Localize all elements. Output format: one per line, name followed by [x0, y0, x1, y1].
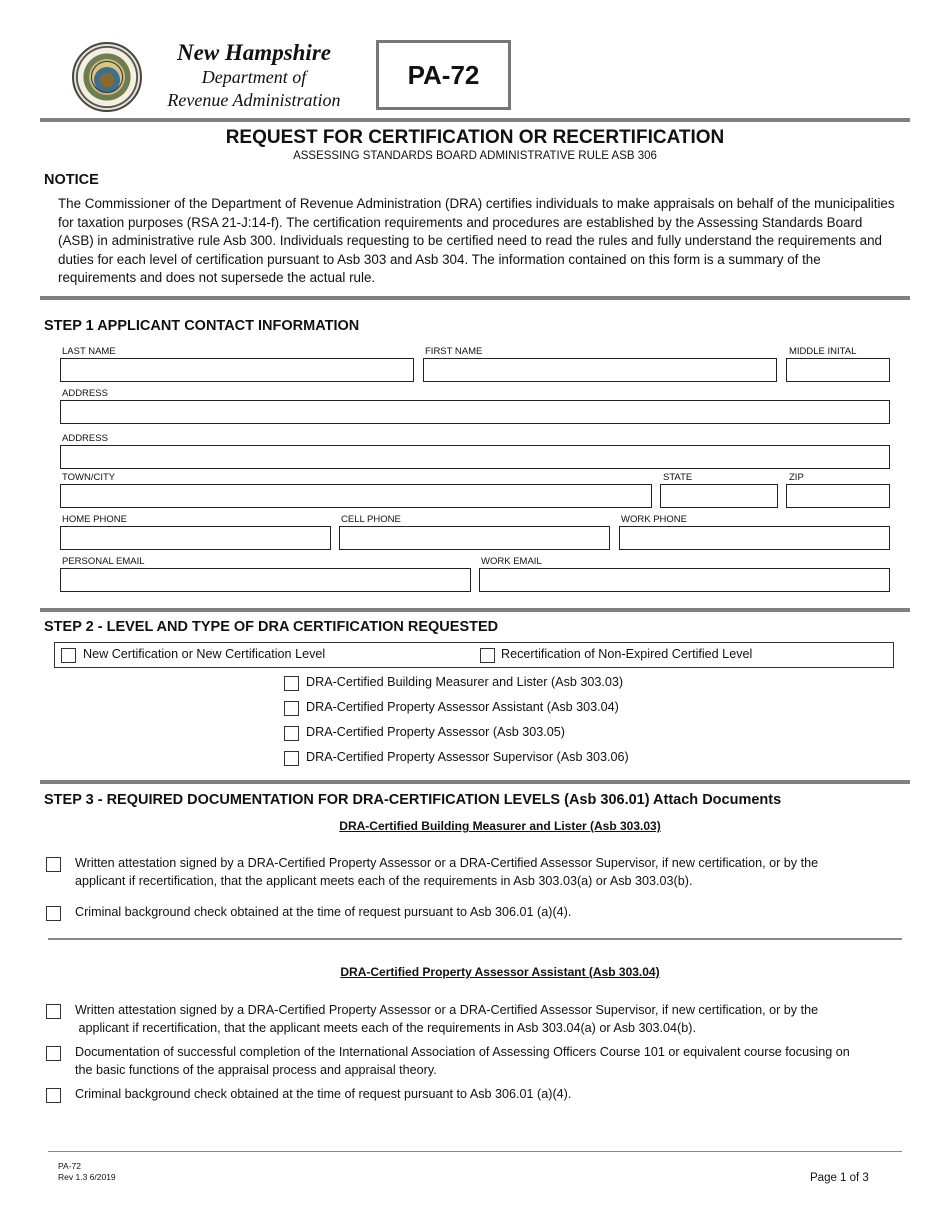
header-divider: [40, 118, 910, 122]
state-label: STATE: [663, 472, 693, 483]
step3-heading: STEP 3 - REQUIRED DOCUMENTATION FOR DRA-CERTIFICATION LEVELS (Asb 306.01) Attach Documents: [44, 792, 782, 808]
doc-checkbox-aa-course[interactable]: [46, 1046, 61, 1061]
level-label-property-assessor: DRA-Certified Property Assessor (Asb 303.05): [306, 725, 565, 739]
section-title-building-measurer: DRA-Certified Building Measurer and Lister (Asb 303.03): [339, 819, 661, 833]
state-field[interactable]: [660, 484, 778, 508]
step2-divider: [40, 780, 910, 784]
nh-state-seal-icon: [72, 42, 142, 112]
step1-heading: STEP 1 APPLICANT CONTACT INFORMATION: [44, 318, 360, 334]
level-label-assessor-supervisor: DRA-Certified Property Assessor Supervisor (Asb 303.06): [306, 750, 629, 764]
doc-text-aa-attestation: Written attestation signed by a DRA-Certified Property Assessor or a DRA-Certified Assessor Supervisor, if new certification, or by the applicant if recertification, that the applicant meets each of the requirements in Asb 303.04(a) or Asb 303.04(b).: [75, 1003, 819, 1035]
step1-divider: [40, 608, 910, 612]
address2-label: ADDRESS: [62, 433, 108, 444]
org-division: Revenue Administration: [167, 90, 341, 110]
middle-initial-label: MIDDLE INITAL: [789, 346, 857, 357]
middle-initial-field[interactable]: [786, 358, 890, 382]
level-checkbox-assessor-supervisor[interactable]: [284, 751, 299, 766]
department-name: [148, 40, 360, 112]
cell-phone-field[interactable]: [339, 526, 610, 550]
new-certification-label: New Certification or New Certification Level: [83, 647, 326, 661]
doc-text-aa-background: Criminal background check obtained at the time of request pursuant to Asb 306.01 (a)(4).: [75, 1087, 572, 1101]
footer-form-number: PA-72: [58, 1161, 81, 1171]
zip-label: ZIP: [789, 472, 804, 483]
last-name-label: LAST NAME: [62, 346, 116, 357]
work-phone-label: WORK PHONE: [621, 514, 687, 525]
home-phone-field[interactable]: [60, 526, 331, 550]
level-checkbox-assessor-assistant[interactable]: [284, 701, 299, 716]
new-certification-checkbox[interactable]: [61, 648, 76, 663]
doc-checkbox-bm-background[interactable]: [46, 906, 61, 921]
level-checkbox-building-measurer[interactable]: [284, 676, 299, 691]
org-dept: Department of: [201, 67, 307, 87]
doc-checkbox-aa-attestation[interactable]: [46, 1004, 61, 1019]
recertification-label: Recertification of Non-Expired Certified Level: [501, 647, 753, 661]
recertification-checkbox[interactable]: [480, 648, 495, 663]
org-state: New Hampshire: [177, 40, 331, 65]
address1-label: ADDRESS: [62, 388, 108, 399]
form-title: REQUEST FOR CERTIFICATION OR RECERTIFICATION: [225, 127, 725, 148]
form-subtitle: ASSESSING STANDARDS BOARD ADMINISTRATIVE RULE ASB 306: [293, 150, 657, 162]
address2-field[interactable]: [60, 445, 890, 469]
step2-heading: STEP 2 - LEVEL AND TYPE OF DRA CERTIFICATION REQUESTED: [44, 619, 499, 635]
doc-checkbox-aa-background[interactable]: [46, 1088, 61, 1103]
doc-text-bm-background: Criminal background check obtained at the time of request pursuant to Asb 306.01 (a)(4).: [75, 905, 572, 919]
footer-page-number: Page 1 of 3: [810, 1172, 869, 1184]
doc-text-bm-attestation: Written attestation signed by a DRA-Certified Property Assessor or a DRA-Certified Assessor Supervisor, if new certification, or by the applicant if recertification, that the applicant meets each of the requirements in Asb 303.03(a) or Asb 303.03(b).: [75, 856, 819, 888]
last-name-field[interactable]: [60, 358, 414, 382]
first-name-label: FIRST NAME: [425, 346, 483, 357]
work-email-field[interactable]: [479, 568, 890, 592]
notice-divider: [40, 296, 910, 300]
doc-text-aa-course: Documentation of successful completion of the International Association of Assessing Officers Course 101 or equivalent course focusing on the basic functions of the appraisal process and appraisal theory.: [75, 1045, 850, 1077]
personal-email-field[interactable]: [60, 568, 471, 592]
town-city-label: TOWN/CITY: [62, 472, 116, 483]
first-name-field[interactable]: [423, 358, 777, 382]
section-divider: [48, 938, 902, 940]
notice-text: The Commissioner of the Department of Revenue Administration (DRA) certifies individuals to make appraisals on behalf of the municipalities for taxation purposes (RSA 21-J:14-f). The certification requirements and procedures are established by the Assessing Standards Board (ASB) in administrative rule Asb 300. Individuals requesting to be certified need to read the rules and fully understand the requirements and duties for each level of certification pursuant to Asb 303 and Asb 304. The information contained on this form is a summary of the requirements and does not supersede the actual rule.: [58, 196, 895, 285]
personal-email-label: PERSONAL EMAIL: [62, 556, 145, 567]
level-checkbox-property-assessor[interactable]: [284, 726, 299, 741]
address1-field[interactable]: [60, 400, 890, 424]
cell-phone-label: CELL PHONE: [341, 514, 401, 525]
notice-heading: NOTICE: [44, 172, 99, 188]
town-city-field[interactable]: [60, 484, 652, 508]
home-phone-label: HOME PHONE: [62, 514, 127, 525]
work-email-label: WORK EMAIL: [481, 556, 542, 567]
zip-field[interactable]: [786, 484, 890, 508]
footer-revision: Rev 1.3 6/2019: [58, 1172, 116, 1182]
footer-divider: [48, 1151, 902, 1152]
work-phone-field[interactable]: [619, 526, 890, 550]
level-label-building-measurer: DRA-Certified Building Measurer and Lister (Asb 303.03): [306, 675, 624, 689]
form-number-box: PA-72: [376, 40, 511, 110]
level-label-assessor-assistant: DRA-Certified Property Assessor Assistant (Asb 303.04): [306, 700, 619, 714]
doc-checkbox-bm-attestation[interactable]: [46, 857, 61, 872]
section-title-assessor-assistant: DRA-Certified Property Assessor Assistant (Asb 303.04): [340, 965, 660, 979]
